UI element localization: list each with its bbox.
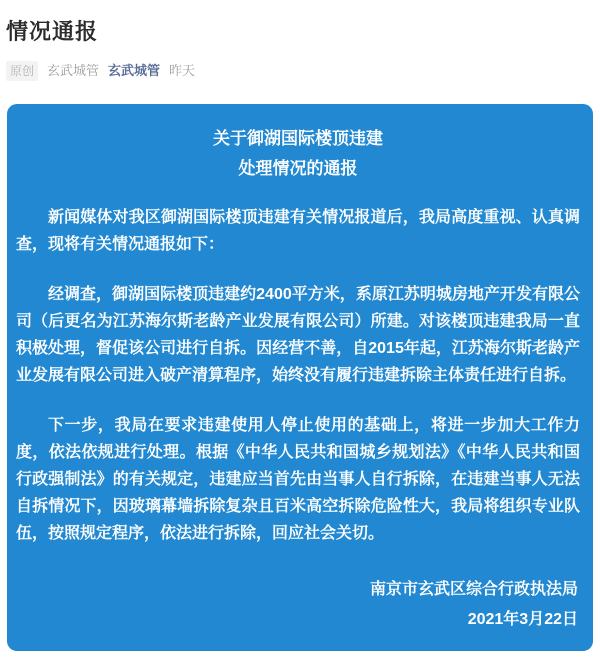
issuing-authority: 南京市玄武区综合行政执法局 [369, 581, 578, 598]
notice-signature-block [16, 575, 580, 635]
original-badge: 原创 [6, 61, 38, 81]
notice-box [7, 104, 593, 651]
account-name-link[interactable]: 玄武城管 [108, 63, 161, 78]
byline [6, 61, 592, 81]
article-page [0, 19, 600, 658]
notice-title-line-1: 关于御湖国际楼顶违建 [213, 129, 383, 148]
notice-body [16, 204, 580, 547]
notice-paragraph: 下一步，我局在要求违建使用人停止使用的基础上，将进一步加大工作力度，依法依规进行处理。根据《中华人民共和国城乡规划法》《中华人民共和国行政强制法》的有关规定，违建应当首先由当事人自行拆除，在违建当事人无法自拆情况下，因玻璃幕墙拆除复杂且百米高空拆除危险性大，我局将组织专业队伍，按照规定程序，依法进行拆除，回应社会关切。 [16, 417, 580, 542]
author-name: 玄武城管 [47, 63, 100, 78]
publish-date: 昨天 [169, 63, 196, 78]
page-title: 情况通报 [6, 19, 99, 44]
notice-paragraph: 新闻媒体对我区御湖国际楼顶违建有关情况报道后，我局高度重视、认真调查，现将有关情况通报如下： [16, 209, 580, 253]
notice-paragraph: 经调查，御湖国际楼顶违建约2400平方米，系原江苏明城房地产开发有限公司（后更名为江苏海尔斯老龄产业发展有限公司）所建。对该楼顶违建我局一直积极处理，督促该公司进行自拆。因经营不善，自2015年起，江苏海尔斯老龄产业发展有限公司进入破产清算程序，始终没有履行违建拆除主体责任进行自拆。 [16, 286, 580, 384]
notice-title [16, 124, 580, 184]
issue-date: 2021年3月22日 [467, 611, 578, 628]
notice-title-line-2: 处理情况的通报 [238, 159, 358, 178]
